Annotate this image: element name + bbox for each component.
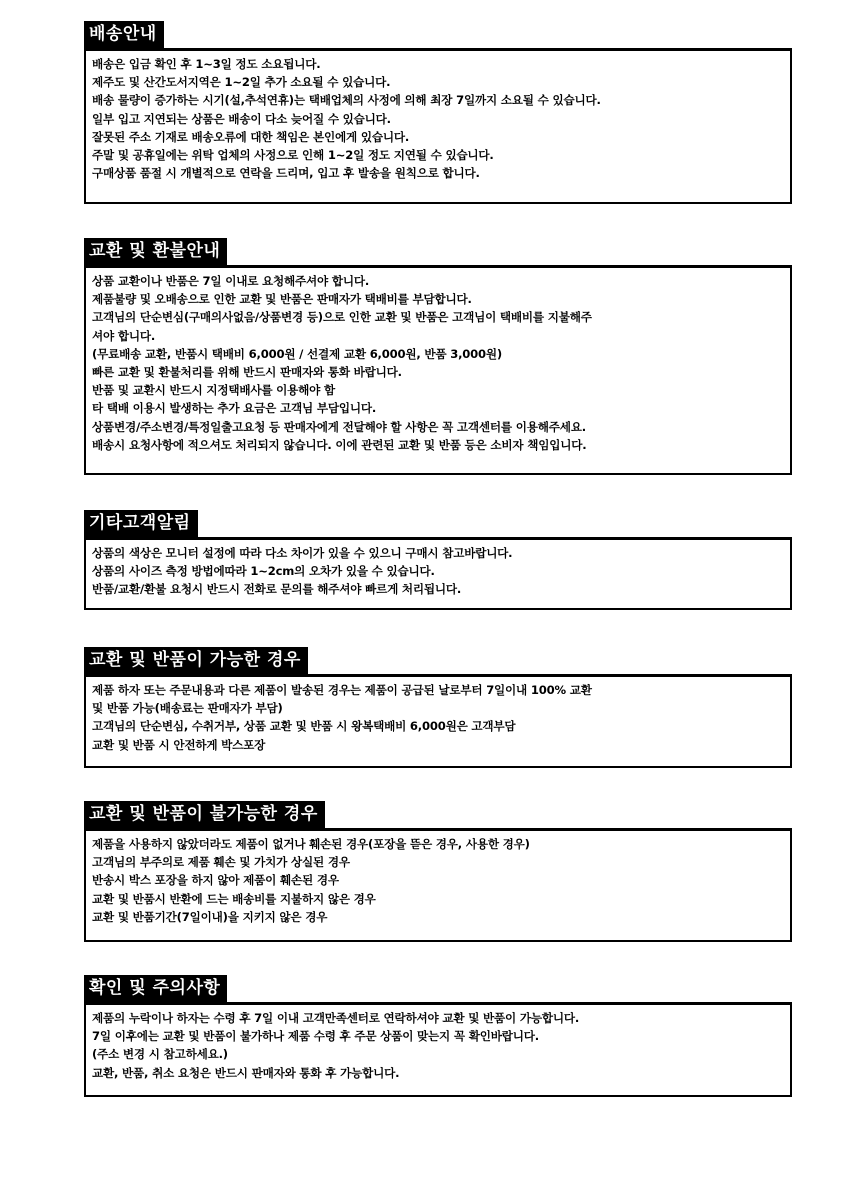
- text-line: 제품 하자 또는 주문내용과 다른 제품이 발송된 경우는 제품이 공급된 날로부터 7일이내 100% 교환: [92, 683, 592, 697]
- text-line: 7일 이후에는 교환 및 반품이 불가하나 제품 수령 후 주문 상품이 맞는지 꼭 확인바랍니다.: [92, 1029, 539, 1044]
- section-shipping-info: [84, 21, 792, 204]
- section-title: 교환 및 반품이 불가능한 경우: [84, 801, 325, 828]
- section-body: [84, 828, 792, 942]
- text-line: 교환 및 반품기간(7일이내)을 지키지 않은 경우: [92, 909, 328, 924]
- section-body: [84, 48, 792, 204]
- section-title: 교환 및 환불안내: [84, 238, 227, 265]
- text-line: 반품 및 교환시 반드시 지정택배사를 이용해야 함: [92, 383, 336, 398]
- text-line: 배송시 요청사항에 적으셔도 처리되지 않습니다. 이에 관련된 교환 및 반품 등은 소비자 책임입니다.: [92, 437, 587, 452]
- section-body: [84, 674, 792, 768]
- text-line: 구매상품 품절 시 개별적으로 연락을 드리며, 입고 후 발송을 원칙으로 합니다.: [92, 166, 480, 181]
- text-line: 교환 및 반품 시 안전하게 박스포장: [92, 737, 266, 752]
- text-line: 주말 및 공휴일에는 위탁 업체의 사정으로 인해 1~2일 정도 지연될 수 있습니다.: [92, 148, 494, 163]
- text-line: 고객님의 단순변심(구매의사없음/상품변경 등)으로 인한 교환 및 반품은 고객님이 택배비를 지불해주: [92, 310, 592, 325]
- text-line: 제주도 및 산간도서지역은 1~2일 추가 소요될 수 있습니다.: [92, 75, 391, 90]
- section-precautions: [84, 975, 792, 1097]
- text-line: 고객님의 단순변심, 수취거부, 상품 교환 및 반품 시 왕복택배비 6,000원은 고객부담: [92, 719, 516, 734]
- section-title: 교환 및 반품이 가능한 경우: [84, 647, 308, 674]
- section-return-possible: [84, 647, 792, 768]
- text-line: 제품을 사용하지 않았더라도 제품이 없거나 훼손된 경우(포장을 뜯은 경우, 사용한 경우): [92, 837, 530, 851]
- section-other-notices: [84, 510, 792, 610]
- text-line: (무료배송 교환, 반품시 택배비 6,000원 / 선결제 교환 6,000원, 반품 3,000원): [92, 346, 503, 361]
- text-line: 상품의 사이즈 측정 방법에따라 1~2cm의 오차가 있을 수 있습니다.: [92, 564, 435, 579]
- text-line: 빠른 교환 및 환불처리를 위해 반드시 판매자와 통화 바랍니다.: [92, 365, 402, 380]
- text-line: 배송 물량이 증가하는 시기(설,추석연휴)는 택배업체의 사정에 의해 최장 7일까지 소요될 수 있습니다.: [92, 93, 601, 108]
- text-line: 타 택배 이용시 발생하는 추가 요금은 고객님 부담입니다.: [92, 401, 377, 416]
- text-line: 제품불량 및 오배송으로 인한 교환 및 반품은 판매자가 택배비를 부담합니다.: [92, 292, 472, 307]
- text-line: 잘못된 주소 기재로 배송오류에 대한 책임은 본인에게 있습니다.: [92, 129, 410, 144]
- section-body: [84, 265, 792, 475]
- text-line: 상품의 색상은 모니터 설정에 따라 다소 차이가 있을 수 있으니 구매시 참고바랍니다.: [92, 546, 513, 560]
- text-line: 제품의 누락이나 하자는 수령 후 7일 이내 고객만족센터로 연락하셔야 교환 및 반품이 가능합니다.: [92, 1011, 580, 1025]
- text-line: 상품 교환이나 반품은 7일 이내로 요청해주셔야 합니다.: [92, 274, 370, 288]
- section-title: 기타고객알림: [84, 510, 198, 537]
- section-body: [84, 1002, 792, 1097]
- text-line: 일부 입고 지연되는 상품은 배송이 다소 늦어질 수 있습니다.: [92, 111, 391, 126]
- text-line: 상품변경/주소변경/특정일출고요청 등 판매자에게 전달해야 할 사항은 꼭 고객센터를 이용해주세요.: [92, 419, 586, 434]
- text-line: 및 반품 가능(배송료는 판매자가 부담): [92, 701, 283, 716]
- text-line: 교환 및 반품시 반환에 드는 배송비를 지불하지 않은 경우: [92, 891, 376, 906]
- text-line: 배송은 입금 확인 후 1~3일 정도 소요됩니다.: [92, 57, 321, 71]
- text-line: 고객님의 부주의로 제품 훼손 및 가치가 상실된 경우: [92, 855, 350, 870]
- section-return-impossible: [84, 801, 792, 942]
- text-line: 셔야 합니다.: [92, 328, 156, 343]
- section-exchange-refund-info: [84, 238, 792, 475]
- text-line: 반송시 박스 포장을 하지 않아 제품이 훼손된 경우: [92, 873, 339, 888]
- section-title: 배송안내: [84, 21, 164, 48]
- text-line: (주소 변경 시 참고하세요.): [92, 1047, 228, 1062]
- section-body: [84, 537, 792, 610]
- text-line: 반품/교환/환불 요청시 반드시 전화로 문의를 해주셔야 빠르게 처리됩니다.: [92, 582, 462, 597]
- section-title: 확인 및 주의사항: [84, 975, 227, 1002]
- text-line: 교환, 반품, 취소 요청은 반드시 판매자와 통화 후 가능합니다.: [92, 1065, 400, 1080]
